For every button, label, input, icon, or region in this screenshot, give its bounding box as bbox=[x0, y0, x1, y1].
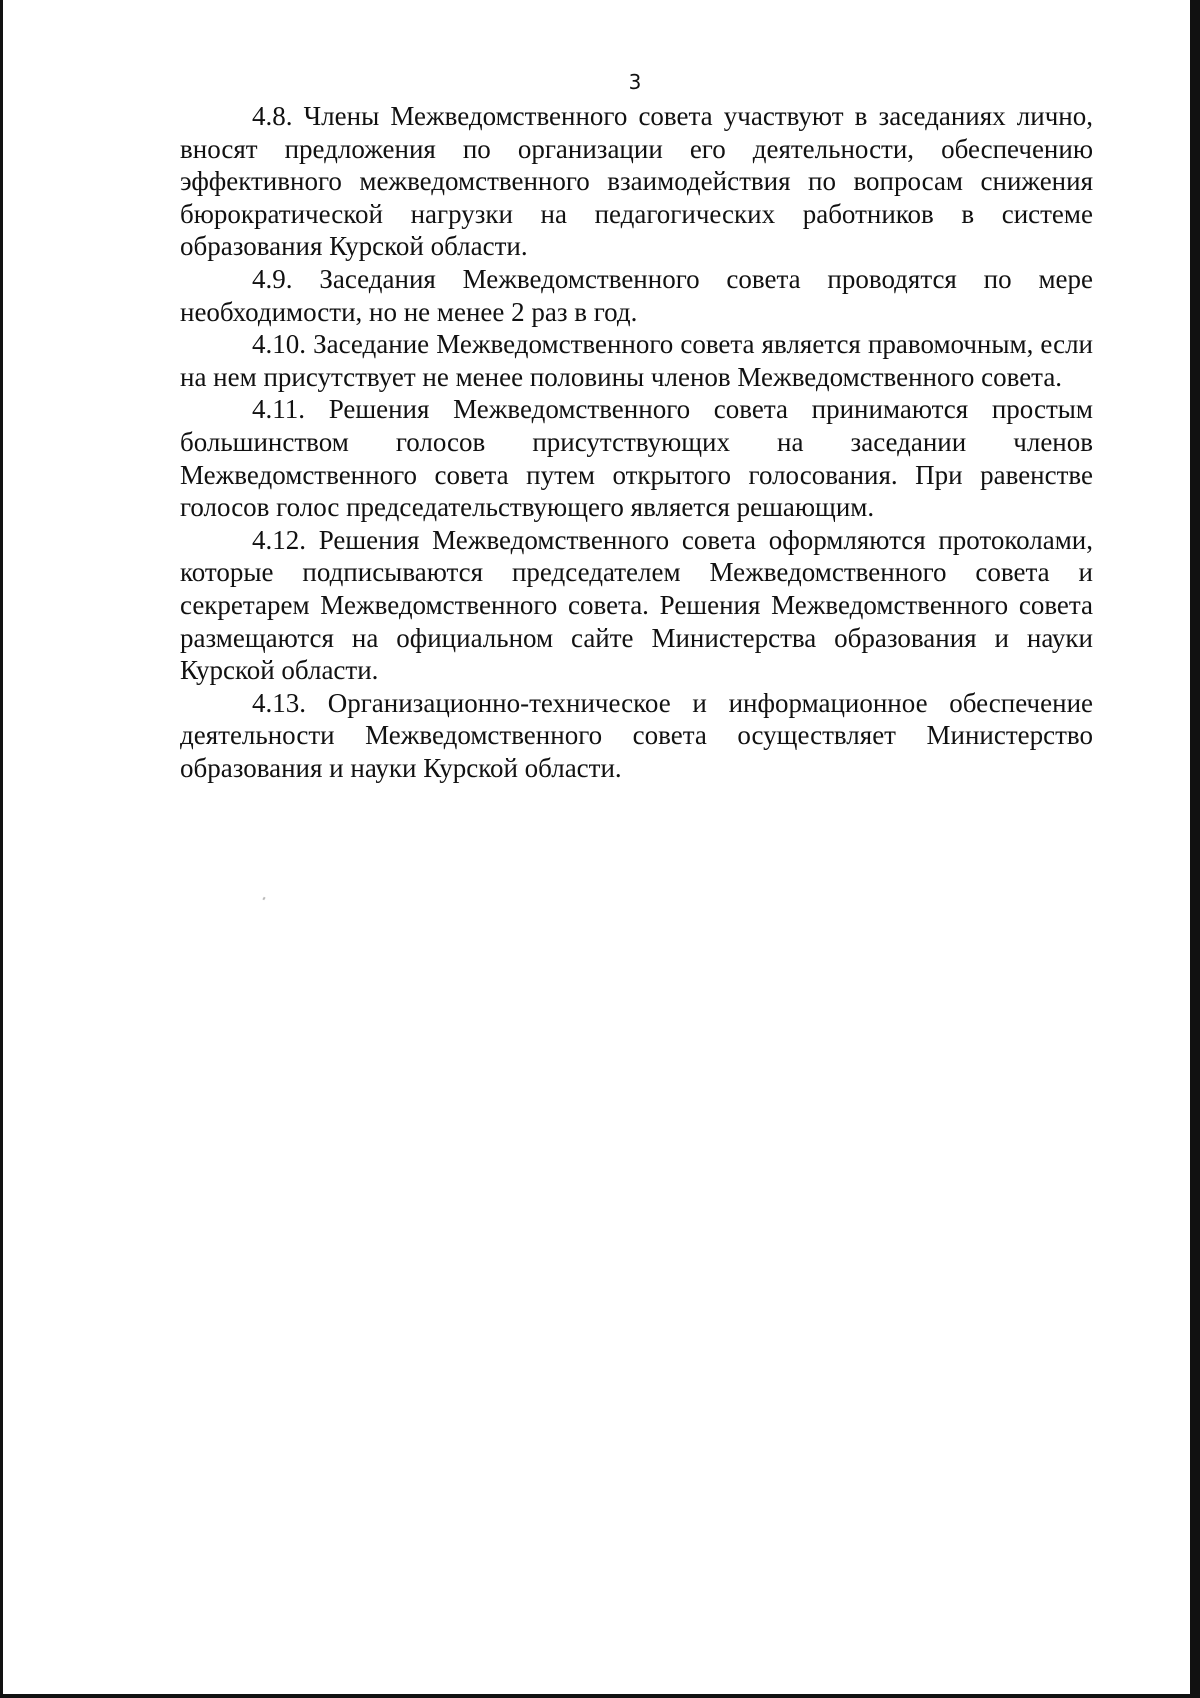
scan-edge-left bbox=[0, 0, 3, 1698]
paragraph-4-11: 4.11. Решения Межведомственного совета принимаются простым большинством голосов присутствующих на заседании членов Межведомственного совета путем открытого голосования. При равенстве голосов голос председательствующего является решающим. bbox=[180, 394, 1093, 523]
paragraph-4-12: 4.12. Решения Межведомственного совета оформляются протоколами, которые подписываются председателем Межведомственного совета и секретарем Межведомственного совета. Решения Межведомственного совета размещаются на официальном сайте Министерства образования и науки Курской области. bbox=[180, 524, 1093, 686]
paragraph-4-10: 4.10. Заседание Межведомственного совета является правомочным, если на нем присутствует не менее половины членов Межведомственного совета. bbox=[180, 329, 1093, 392]
scan-speck bbox=[262, 897, 265, 901]
paragraph-4-13: 4.13. Организационно-техническое и информационное обеспечение деятельности Межведомственного совета осуществляет Министерство образования и науки Курской области. bbox=[180, 687, 1093, 783]
document-body bbox=[180, 100, 1093, 784]
scan-edge-bottom bbox=[0, 1694, 1200, 1698]
paragraph-4-9: 4.9. Заседания Межведомственного совета проводятся по мере необходимости, но не менее 2 раз в год. bbox=[180, 263, 1093, 327]
paragraph-4-8: 4.8. Члены Межведомственного совета участвуют в заседаниях лично, вносят предложения по организации его деятельности, обеспечению эффективного межведомственного взаимодействия по вопросам снижения бюрократической нагрузки на педагогических работников в системе образования Курской области. bbox=[180, 101, 1093, 262]
scan-edge-right bbox=[1190, 0, 1200, 1698]
page-number: 3 bbox=[628, 70, 642, 94]
